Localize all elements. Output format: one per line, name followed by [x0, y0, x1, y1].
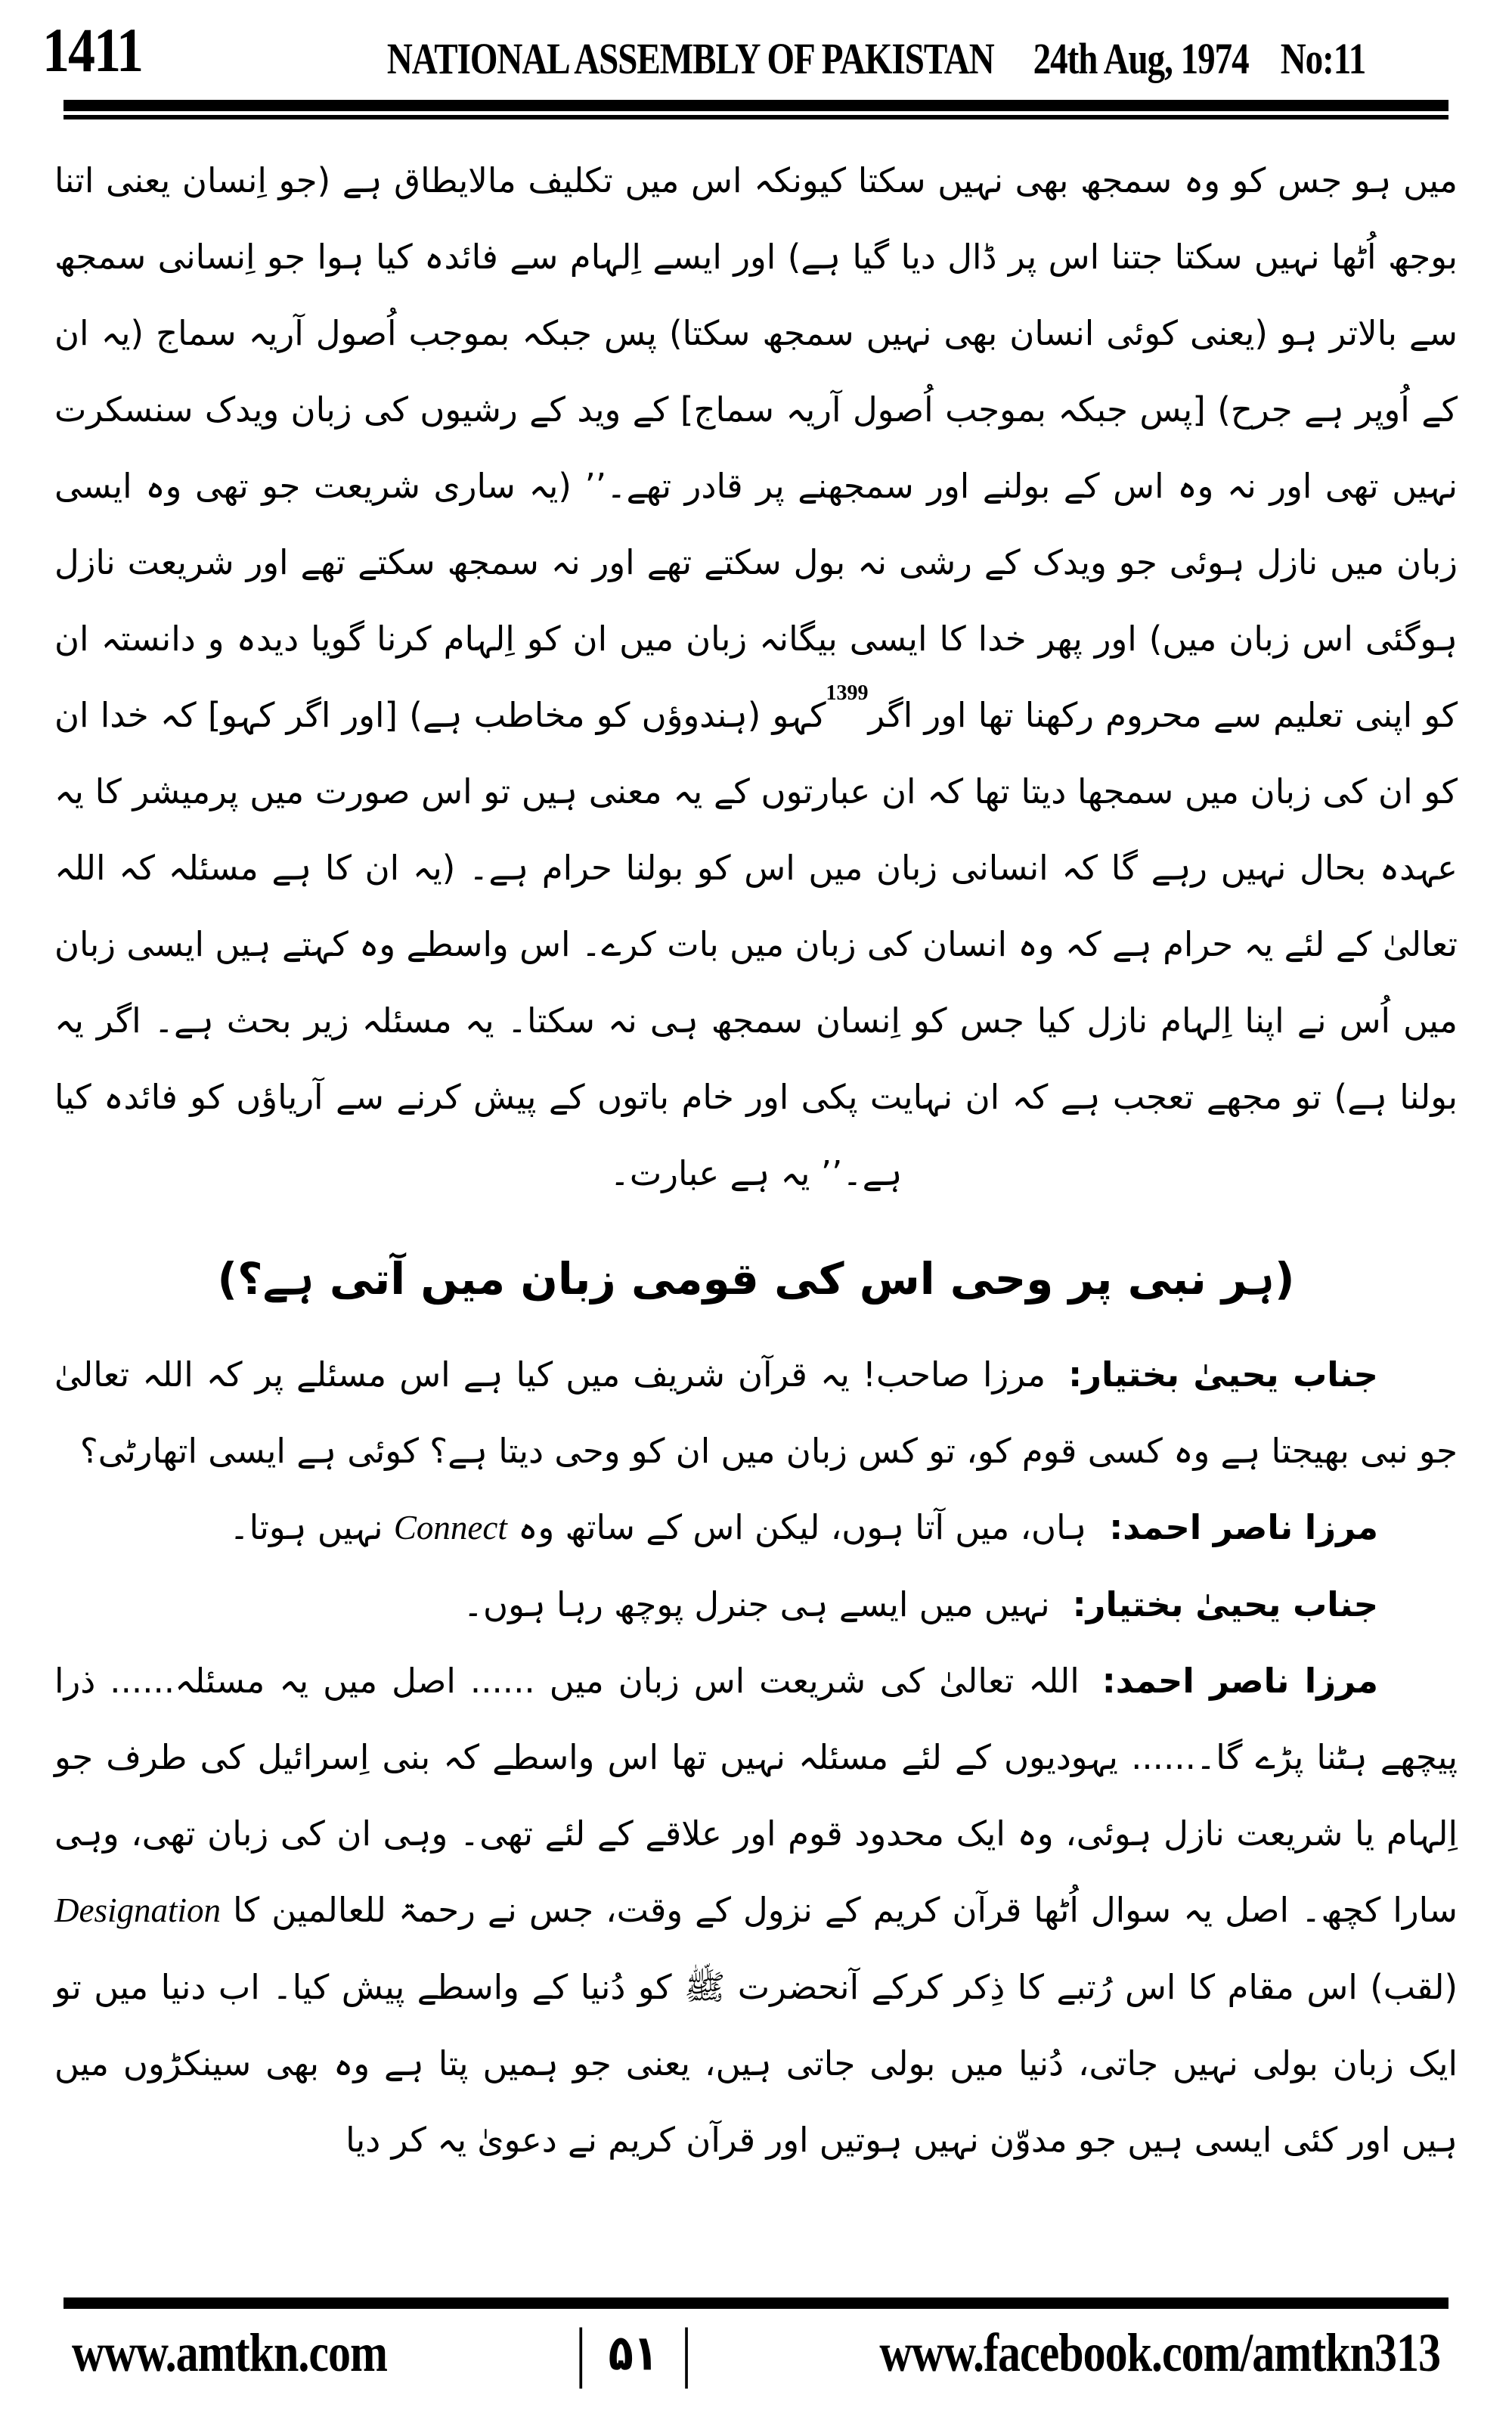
- footnote-marker: 1399: [826, 681, 869, 705]
- speech-text: اللہ تعالیٰ کی شریعت اس زبان میں ...... اصل میں یہ مسئلہ...... ذرا پیچھے ہٹنا پڑے گا۔...... یہودیوں کے لئے مسئلہ نہیں تھا اس واسطے کہ بنی اِسرائیل کی طرف جو اِلہام یا شریعت نازل ہوئی، وہ ایک محدود قوم اور علاقے کے لئے تھی۔ وہی ان کی زبان تھی، وہی سارا کچھ۔ اصل یہ سوال اُٹھا قرآن کریم کے نزول کے وقت، جس نے رحمۃ للعالمین کا Designation (لقب) اس مقام کا اس رُتبے کا ذِکر کرکے آنحضرت ﷺ کو دُنیا کے واسطے پیش کیا۔ اب دنیا میں تو ایک زبان بولی نہیں جاتی، دُنیا میں بولی جاتی ہیں، یعنی جو ہمیں پتا ہے وہ بھی سینکڑوں میں ہیں اور کئی ایسی ہیں جو مدوّن نہیں ہوتیں اور قرآن کریم نے دعویٰ یہ کر دیا: [54, 1660, 1458, 2160]
- header-title-line: [142, 34, 1467, 84]
- footer-separator-left: |: [575, 2315, 586, 2390]
- footer-separator-right: |: [680, 2315, 692, 2390]
- footer-facebook: www.facebook.com/amtkn313: [879, 2322, 1440, 2383]
- speaker-name: مرزا ناصر احمد:: [1109, 1506, 1378, 1547]
- footer-website: www.amtkn.com: [72, 2322, 387, 2383]
- qa-paragraph: [54, 1643, 1458, 2178]
- speech-text: نہیں میں ایسے ہی جنرل پوچھ رہا ہوں۔: [463, 1584, 1050, 1624]
- qa-paragraph: [54, 1489, 1458, 1566]
- quoted-passage-part2: کہو (ہندوؤں کو مخاطب ہے) [اور اگر کہو] کہ خدا ان کو ان کی زبان میں سمجھا دیتا تھا کہ ان عبارتوں کے یہ معنی ہیں تو اس صورت میں پرمیشر کا یہ عہدہ بحال نہیں رہے گا کہ انسانی زبان میں اس کو بولنا حرام ہے۔ (یہ ان کا ہے مسئلہ کہ اللہ تعالیٰ کے لئے یہ حرام ہے کہ وہ انسان کی زبان میں بات کرے۔ اس واسطے وہ کہتے ہیں ایسی زبان میں اُس نے اپنا اِلہام نازل کیا جس کو اِنسان سمجھ ہی نہ سکتا۔ یہ مسئلہ زیر بحث ہے۔ اگر یہ بولنا ہے) تو مجھے تعجب ہے کہ ان نہایت پکی اور خام باتوں کے پیش کرنے سے آریاؤں کو فائدہ کیا ہے۔’’ یہ ہے عبارت۔: [54, 695, 1458, 1193]
- speaker-name: مرزا ناصر احمد:: [1101, 1660, 1378, 1701]
- header-rule-thin: [64, 115, 1448, 119]
- speech-text: مرزا صاحب! یہ قرآن شریف میں کیا ہے اس مسئلے پر کہ اللہ تعالیٰ جو نبی بھیجتا ہے وہ کسی قوم کو، تو کس زبان میں ان کو وحی دیتا ہے؟ کوئی ہے ایسی اتھارٹی؟: [54, 1354, 1458, 1471]
- footer-page-indicator: [575, 2316, 692, 2390]
- speaker-name: جناب یحییٰ بختیار:: [1068, 1354, 1378, 1395]
- session-date: 24th Aug, 1974: [1033, 34, 1249, 84]
- page-footer: [0, 2297, 1512, 2390]
- speaker-name: جناب یحییٰ بختیار:: [1072, 1584, 1378, 1624]
- document-body: [54, 142, 1458, 2178]
- qa-paragraph: [54, 1566, 1458, 1643]
- speech-text: ہاں، میں آتا ہوں، لیکن اس کے ساتھ وہ Connect نہیں ہوتا۔: [229, 1506, 1087, 1547]
- page-header: [0, 0, 1512, 85]
- issue-number: No:11: [1280, 34, 1366, 84]
- header-rule-thick: [64, 100, 1448, 111]
- page-number: 1411: [42, 15, 143, 85]
- qa-paragraph: [54, 1336, 1458, 1489]
- footer-page-number: ۵۱: [608, 2324, 658, 2381]
- footer-rule: [64, 2297, 1448, 2309]
- quoted-passage-part1: میں ہو جس کو وہ سمجھ بھی نہیں سکتا کیونکہ اس میں تکلیف مالایطاق ہے (جو اِنسان یعنی اتنا بوجھ اُٹھا نہیں سکتا جتنا اس پر ڈال دیا گیا ہے) اور ایسے اِلہام سے فائدہ کیا ہوا جو اِنسانی سمجھ سے بالاتر ہو (یعنی کوئی انسان بھی نہیں سمجھ سکتا) پس جبکہ بموجب اُصول آریہ سماج (یہ ان کے اُوپر ہے جرح) [پس جبکہ بموجب اُصول آریہ سماج] کے وید کے رشیوں کی زبان ویدک سنسکرت نہیں تھی اور نہ وہ اس کے بولنے اور سمجھنے پر قادر تھے۔’’ (یہ ساری شریعت جو تھی وہ ایسی زبان میں نازل ہوئی جو ویدک کے رشی نہ بول سکتے تھے اور نہ سمجھ سکتے تھے اور شریعت نازل ہوگئی اس زبان میں) اور پھر خدا کا ایسی بیگانہ زبان میں ان کو اِلہام کرنا گویا دیدہ و دانستہ ان کو اپنی تعلیم سے محروم رکھنا تھا اور اگر: [54, 160, 1458, 735]
- assembly-title: NATIONAL ASSEMBLY OF PAKISTAN: [386, 34, 994, 84]
- footer-row: [0, 2309, 1512, 2390]
- section-heading: (ہر نبی پر وحی اس کی قومی زبان میں آتی ہے؟): [217, 1253, 1295, 1305]
- quoted-passage: [54, 142, 1458, 1212]
